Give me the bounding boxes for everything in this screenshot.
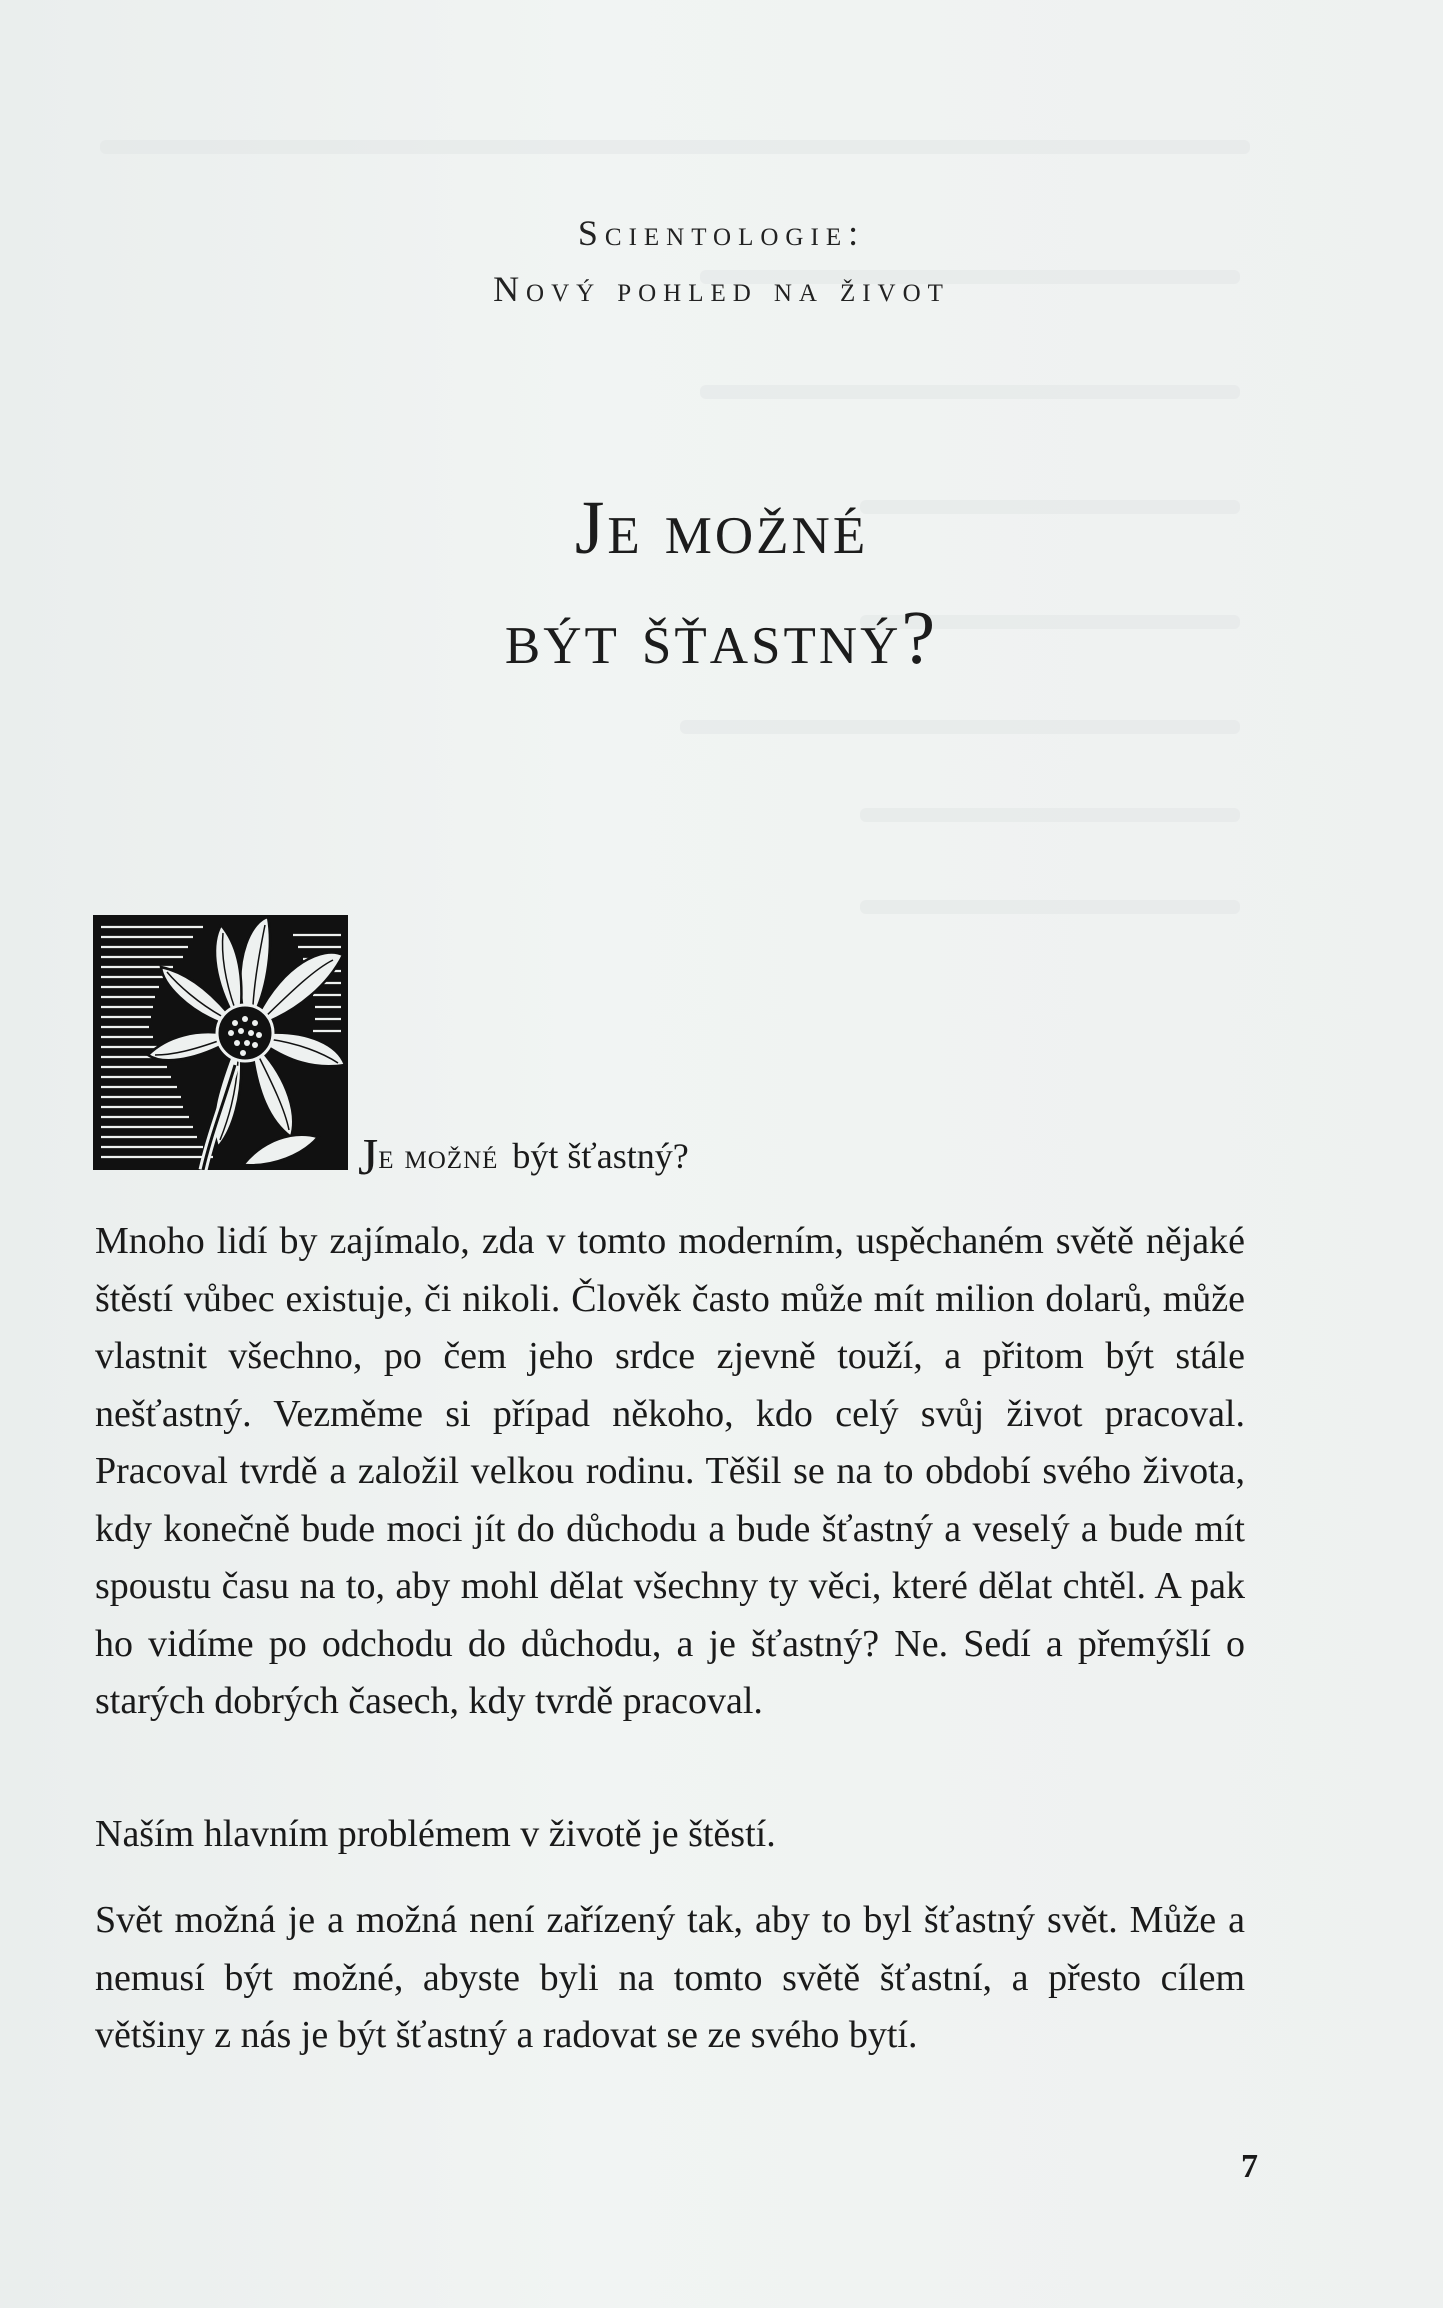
paragraph-text: Mnoho lidí by zajímalo, zda v tomto moderním, uspěchaném světě nějaké štěstí vůbec existuje, či nikoli. Člověk často může mít milion dolarů, může vlastnit všechno, po čem jeho srdce zjevně touží, a přitom být stále nešťastný. Vezměme si případ někoho, kdo celý svůj život pracoval. Pracoval tvrdě a založil velkou rodinu. Těšil se na to období svého života, kdy konečně bude moci jít do důchodu a bude šťastný a veselý a bude mít spoustu času na to, aby mohl dělat všechny ty věci, které dělat chtěl. A pak ho vidíme po odchodu do důchodu, a je šťastný? Ne. Sedí a přemýšlí o starých dobrých časech, kdy tvrdě pracoval. xyxy=(95,1220,1245,1722)
bleed-through-line xyxy=(700,385,1240,399)
paragraph-text: Naším hlavním problémem v životě je štěstí. xyxy=(95,1813,776,1855)
bleed-through-line xyxy=(860,808,1240,822)
running-header-line-2: Nový pohled na život xyxy=(493,269,950,309)
lead-in-small-caps: e možné xyxy=(378,1136,499,1176)
paragraph-text: Svět možná je a možná není zařízený tak, aby to byl šťastný svět. Může a nemusí být možné, abyste byli na tomto světě šťastní, a přesto cílem většiny z nás je být šťastný a radovat se ze svého bytí. xyxy=(95,1899,1245,2056)
bleed-through-line xyxy=(100,140,1250,154)
body-paragraph-2 xyxy=(95,1806,1245,1864)
daisy-woodcut-illustration xyxy=(93,915,348,1170)
chapter-title-line-1: Je možné xyxy=(574,486,869,570)
body-paragraph-3 xyxy=(95,1892,1245,2065)
body-paragraph-1 xyxy=(95,1213,1245,1731)
lead-in-rest: být šťastný? xyxy=(512,1136,689,1176)
bleed-through-line xyxy=(680,720,1240,734)
chapter-title-line-2: být šťastný? xyxy=(504,596,939,680)
lead-in-initial: J xyxy=(358,1129,379,1186)
page-number: 7 xyxy=(1241,2148,1258,2185)
bleed-through-line xyxy=(860,900,1240,914)
lead-in-line xyxy=(358,1128,689,1187)
running-header-line-1: Scientologie: xyxy=(577,213,866,253)
